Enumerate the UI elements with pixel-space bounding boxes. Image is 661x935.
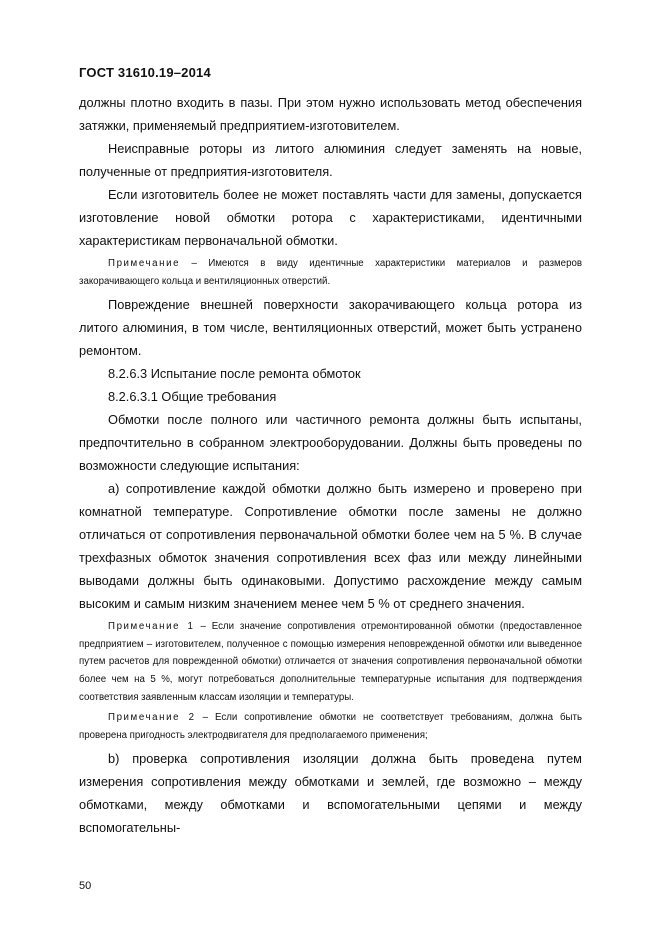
note-block-2 <box>79 618 582 706</box>
note-text: – Если значение сопротивления отремонтированной обмотки (предоставленное предприятием – изготовителем, полученное с помощью измерения неповрежденной обмотки или выведенное путем расчетов для поврежденной обмотки) отличается от значения сопротивления первоначальной обмотки более чем на 5 %, могут потребоваться дополнительные температурные испытания для подтверждения соответствия заявленным классам изоляции и температуры. <box>79 621 583 703</box>
document-code-header: ГОСТ 31610.19–2014 <box>79 65 211 80</box>
paragraph-replacement: Если изготовитель более не может поставлять части для замены, допускается изготовление новой обмотки ротора с характеристиками, идентичными характеристикам первоначальной обмотки. <box>79 187 582 248</box>
note-block-3 <box>79 709 582 744</box>
document-body <box>79 91 582 839</box>
paragraph-tests: Обмотки после полного или частичного ремонта должны быть испытаны, предпочтительно в собранном электрооборудовании. Должны быть проведены по возможности следующие испытания: <box>79 412 582 474</box>
note-text: – Имеются в виду идентичные характеристики материалов и размеров закорачивающего кольца и вентиляционных отверстий. <box>79 258 582 287</box>
note-text: – Если сопротивление обмотки не соответствует требованиям, должна быть проверена пригодность электродвигателя для предполагаемого применения; <box>79 712 583 741</box>
section-heading-8-2-6-3: 8.2.6.3 Испытание после ремонта обмоток <box>108 366 361 382</box>
note-block-1 <box>79 255 582 290</box>
note-label: Примечание 1 <box>108 621 195 633</box>
paragraph-continuation: должны плотно входить в пазы. При этом нужно использовать метод обеспечения затяжки, применяемый предприятием-изготовителем. <box>79 95 582 133</box>
list-item-a: a) сопротивление каждой обмотки должно быть измерено и проверено при комнатной температуре. Сопротивление обмотки после замены не должно отличаться от сопротивления первоначальной обмотки более чем на 5 %. В случае трехфазных обмоток значения сопротивления всех фаз или между линейными выводами должны быть одинаковыми. Допустимо расхождение между самым высоким и самым низким значением менее чем 5 % от среднего значения. <box>79 481 582 612</box>
section-heading-8-2-6-3-1: 8.2.6.3.1 Общие требования <box>108 389 277 405</box>
paragraph-rotors: Неисправные роторы из литого алюминия следует заменять на новые, полученные от предприятия-изготовителя. <box>79 141 582 179</box>
paragraph-damage: Повреждение внешней поверхности закорачивающего кольца ротора из литого алюминия, в том числе, вентиляционных отверстий, может быть устранено ремонтом. <box>79 297 582 359</box>
note-label: Примечание 2 <box>108 712 196 724</box>
list-item-b: b) проверка сопротивления изоляции должна быть проведена путем измерения сопротивления между обмотками и землей, где возможно – между обмотками, между обмотками и вспомогательными цепями и между вспомогательны- <box>79 751 582 836</box>
page-number: 50 <box>79 880 92 892</box>
note-label: Примечание <box>108 258 181 269</box>
